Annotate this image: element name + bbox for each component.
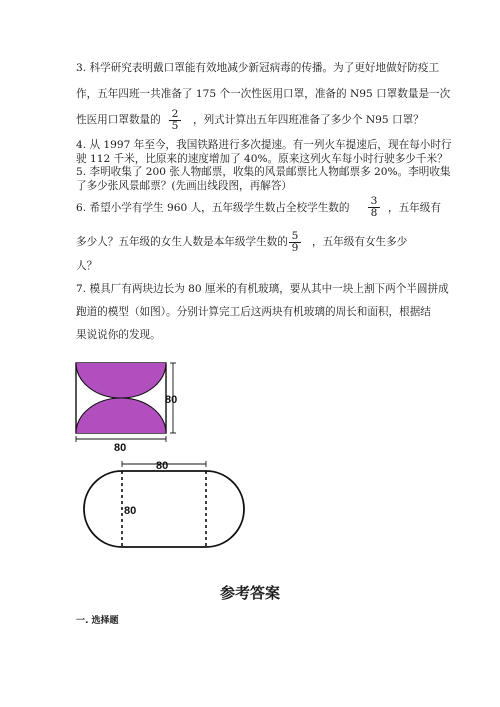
q3-fraction bbox=[169, 109, 181, 132]
figure-1-side-label: 80 bbox=[165, 394, 178, 406]
q3-line1: 3. 科学研究表明戴口罩能有效地减少新冠病毒的传播。为了更好地做好防疫工 bbox=[76, 62, 440, 74]
q3-line2: 作，五年四班一共准备了 175 个一次性医用口罩，准备的 N95 口罩数量是一次 bbox=[76, 88, 451, 100]
q6-line1-a: 6. 希望小学有学生 960 人，五年级学生数占全校学生数的 bbox=[76, 202, 350, 214]
q4-line2: 驶 112 千米，比原来的速度增加了 40%。原来这列火车每小时行驶多少千米？ bbox=[76, 153, 448, 165]
q6-fraction-1 bbox=[368, 196, 380, 219]
q6-fraction-1-denominator: 8 bbox=[368, 207, 380, 219]
q6-line2-a: 多少人？五年级的女生人数是本年级学生数的 bbox=[76, 236, 288, 248]
q6-fraction-1-numerator: 3 bbox=[370, 195, 378, 207]
q3-line3-a: 性医用口罩数量的 bbox=[76, 114, 161, 126]
q5-line2: 了多少张风景邮票？(先画出线段图，再解答） bbox=[76, 180, 293, 192]
figure-2-top-label: 80 bbox=[156, 460, 169, 472]
q6-line2-b: ，五年级有女生多少 bbox=[312, 236, 408, 248]
figure-1-square-diagram bbox=[70, 355, 190, 455]
q6-fraction-2-numerator: 5 bbox=[291, 230, 299, 242]
q6-line3: 人？ bbox=[76, 260, 98, 272]
answers-section-1-heading: 一. 选择题 bbox=[76, 616, 119, 626]
answers-title: 参考答案 bbox=[219, 584, 280, 602]
q6-fraction-2-denominator: 9 bbox=[289, 242, 301, 254]
figure-1-bottom-label: 80 bbox=[114, 442, 127, 454]
q7-line3: 果说说你的发现。 bbox=[76, 329, 161, 341]
figure-2-track-diagram bbox=[70, 455, 260, 555]
q5-line1: 5. 李明收集了 200 张人物邮票，收集的风景邮票比人物邮票多 20%。李明收集 bbox=[76, 166, 451, 178]
figure-2-track-outline bbox=[84, 471, 244, 547]
q3-fraction-numerator: 2 bbox=[171, 108, 179, 120]
figure-2-height-label: 80 bbox=[124, 505, 137, 517]
q7-line2: 跑道的模型（如图）。分别计算完工后这两块有机玻璃的周长和面积，根据结 bbox=[76, 306, 431, 318]
q6-fraction-2 bbox=[289, 231, 301, 254]
q6-line1-b: ，五年级有 bbox=[388, 202, 441, 214]
q4-line1: 4. 从 1997 年至今，我国铁路进行多次提速。有一列火车提速后，现在每小时行 bbox=[76, 139, 452, 151]
q3-fraction-denominator: 5 bbox=[169, 120, 181, 132]
q3-line3-b: ，列式计算出五年四班准备了多少个 N95 口罩？ bbox=[193, 114, 424, 126]
q7-line1: 7. 模具厂有两块边长为 80 厘米的有机玻璃，要从其中一块上割下两个半圆拼成 bbox=[76, 283, 449, 295]
